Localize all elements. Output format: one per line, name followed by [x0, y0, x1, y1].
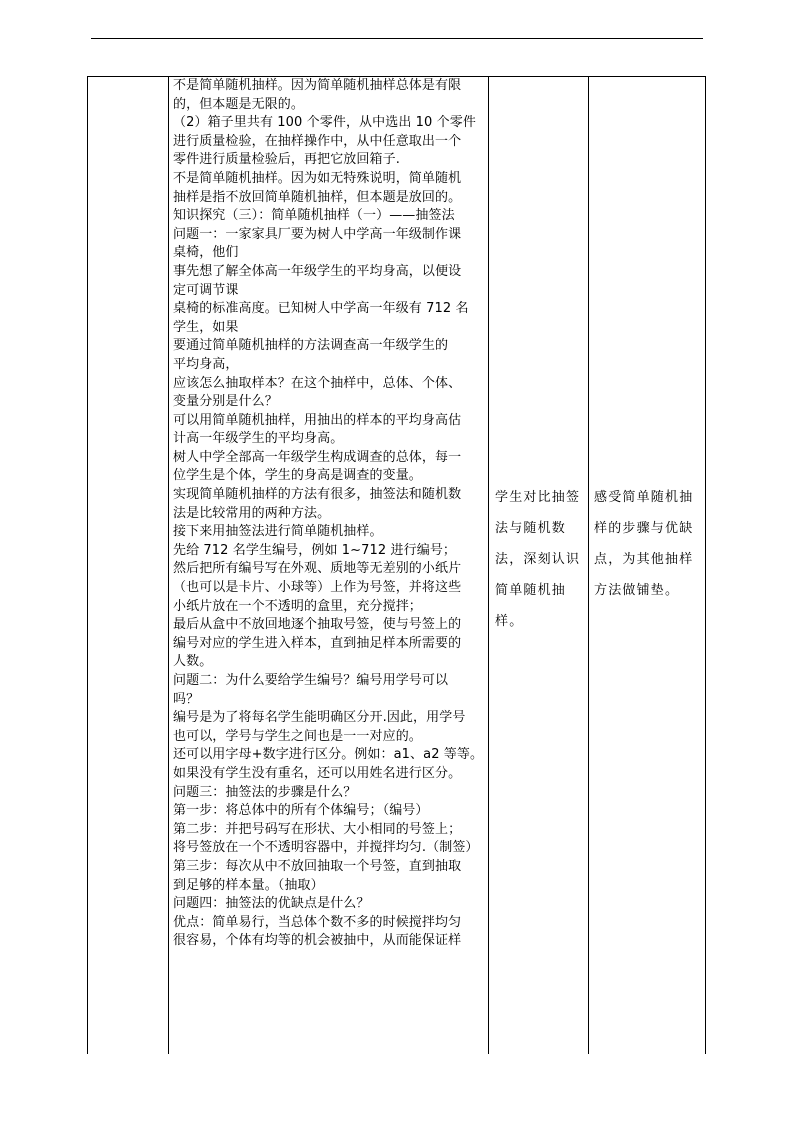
content-line: 桌椅，他们	[173, 245, 239, 261]
content-line: 先给 712 名学生编号，例如 1~712 进行编号；	[173, 542, 457, 558]
activity-line: 学生对比抽签	[495, 490, 581, 505]
intent-line: 样的步骤与优缺	[594, 521, 694, 536]
column-divider-2	[488, 76, 489, 1054]
content-line: 问题二：为什么要给学生编号？编号用学号可以	[173, 673, 449, 688]
content-line: 要通过简单随机抽样的方法调查高一年级学生的	[173, 338, 449, 354]
content-line: 最后从盒中不放回地逐个抽取号签，使与号签上的	[173, 617, 462, 633]
column-divider-3	[588, 76, 589, 1054]
content-line: 不是简单随机抽样。因为简单随机抽样总体是有限	[173, 78, 462, 93]
content-line: 问题四：抽签法的优缺点是什么？	[173, 896, 370, 912]
content-line: 小纸片放在一个不透明的盒里，充分搅拌；	[173, 598, 422, 614]
content-line: 桌椅的标准高度。已知树人中学高一年级有 712 名	[173, 301, 469, 317]
content-line: 也可以，学号与学生之间也是一一对应的。	[173, 728, 422, 744]
content-line: 法是比较常用的两种方法。	[173, 505, 331, 521]
content-line: 可以用简单随机抽样，用抽出的样本的平均身高估	[173, 412, 462, 428]
content-line: 问题一：一家家具厂要为树人中学高一年级制作课	[173, 226, 462, 242]
content-line: 的，但本题是无限的。	[173, 96, 305, 112]
content-line: （也可以是卡片、小球等）上作为号签，并将这些	[173, 580, 462, 596]
content-line: 抽样是指不放回简单随机抽样，但本题是放回的。	[173, 189, 462, 205]
intent-line: 感受简单随机抽	[594, 490, 694, 505]
content-line: 编号对应的学生进入样本，直到抽足样本所需要的	[173, 635, 462, 651]
intent-line: 点，为其他抽样	[594, 552, 694, 567]
content-line: 吗？	[173, 691, 200, 707]
activity-line: 法，深刻认识	[495, 552, 581, 567]
teaching-content-cell	[173, 77, 485, 1053]
content-line: 事先想了解全体高一年级学生的平均身高，以便设	[173, 263, 462, 279]
activity-line: 样。	[495, 614, 524, 629]
content-line: 人数。	[173, 654, 213, 670]
content-line: 很容易，个体有均等的机会被抽中，从而能保证样	[173, 933, 462, 949]
design-intent-cell	[594, 482, 702, 606]
content-line: 第三步：每次从中不放回抽取一个号签，直到抽取	[173, 858, 462, 874]
content-line: 零件进行质量检验后，再把它放回箱子.	[173, 152, 400, 168]
content-line: 第一步：将总体中的所有个体编号；（编号）	[173, 803, 429, 819]
content-line: 定可调节课	[173, 282, 239, 298]
content-line: 应该怎么抽取样本？在这个抽样中，总体、个体、	[173, 375, 462, 391]
content-line: 然后把所有编号写在外观、质地等无差别的小纸片	[173, 561, 462, 577]
content-line: 位学生是个体，学生的身高是调查的变量。	[173, 468, 422, 484]
content-line: 到足够的样本量。（抽取）	[173, 877, 324, 893]
content-line: 不是简单随机抽样。因为如无特殊说明，简单随机	[173, 170, 462, 186]
content-line: 优点：简单易行，当总体个数不多的时候搅拌均匀	[173, 914, 462, 930]
column-divider-1	[168, 76, 169, 1054]
content-line: 树人中学全部高一年级学生构成调查的总体，每一	[173, 449, 462, 465]
content-line: 如果没有学生没有重名，还可以用姓名进行区分。	[173, 765, 462, 781]
header-rule	[91, 38, 703, 39]
content-line: 变量分别是什么？	[173, 394, 278, 410]
intent-line: 方法做铺垫。	[594, 583, 680, 598]
content-line: 第二步：并把号码写在形状、大小相同的号签上；	[173, 821, 462, 837]
content-line: 知识探究（三）：简单随机抽样（一）——抽签法	[173, 208, 455, 224]
content-line: 学生，如果	[173, 319, 239, 335]
content-line: 进行质量检验，在抽样操作中，从中任意取出一个	[173, 133, 462, 149]
content-line: 实现简单随机抽样的方法有很多，抽签法和随机数	[173, 487, 462, 503]
student-activity-cell	[495, 482, 585, 637]
content-line: 平均身高，	[173, 356, 239, 372]
content-line: 计高一年级学生的平均身高。	[173, 431, 344, 447]
content-line: 接下来用抽签法进行简单随机抽样。	[173, 524, 383, 540]
content-line: （2）箱子里共有 100 个零件，从中选出 10 个零件	[173, 115, 476, 131]
content-line: 将号签放在一个不透明容器中，并搅拌均匀.（制签）	[173, 840, 479, 856]
content-line: 问题三：抽签法的步骤是什么？	[173, 784, 357, 800]
content-line: 编号是为了将每名学生能明确区分开.因此，用学号	[173, 710, 466, 726]
activity-line: 法与随机数	[495, 521, 567, 536]
content-line: 还可以用字母+数字进行区分。例如：a1、a2 等等。	[173, 747, 484, 763]
activity-line: 简单随机抽	[495, 583, 567, 598]
